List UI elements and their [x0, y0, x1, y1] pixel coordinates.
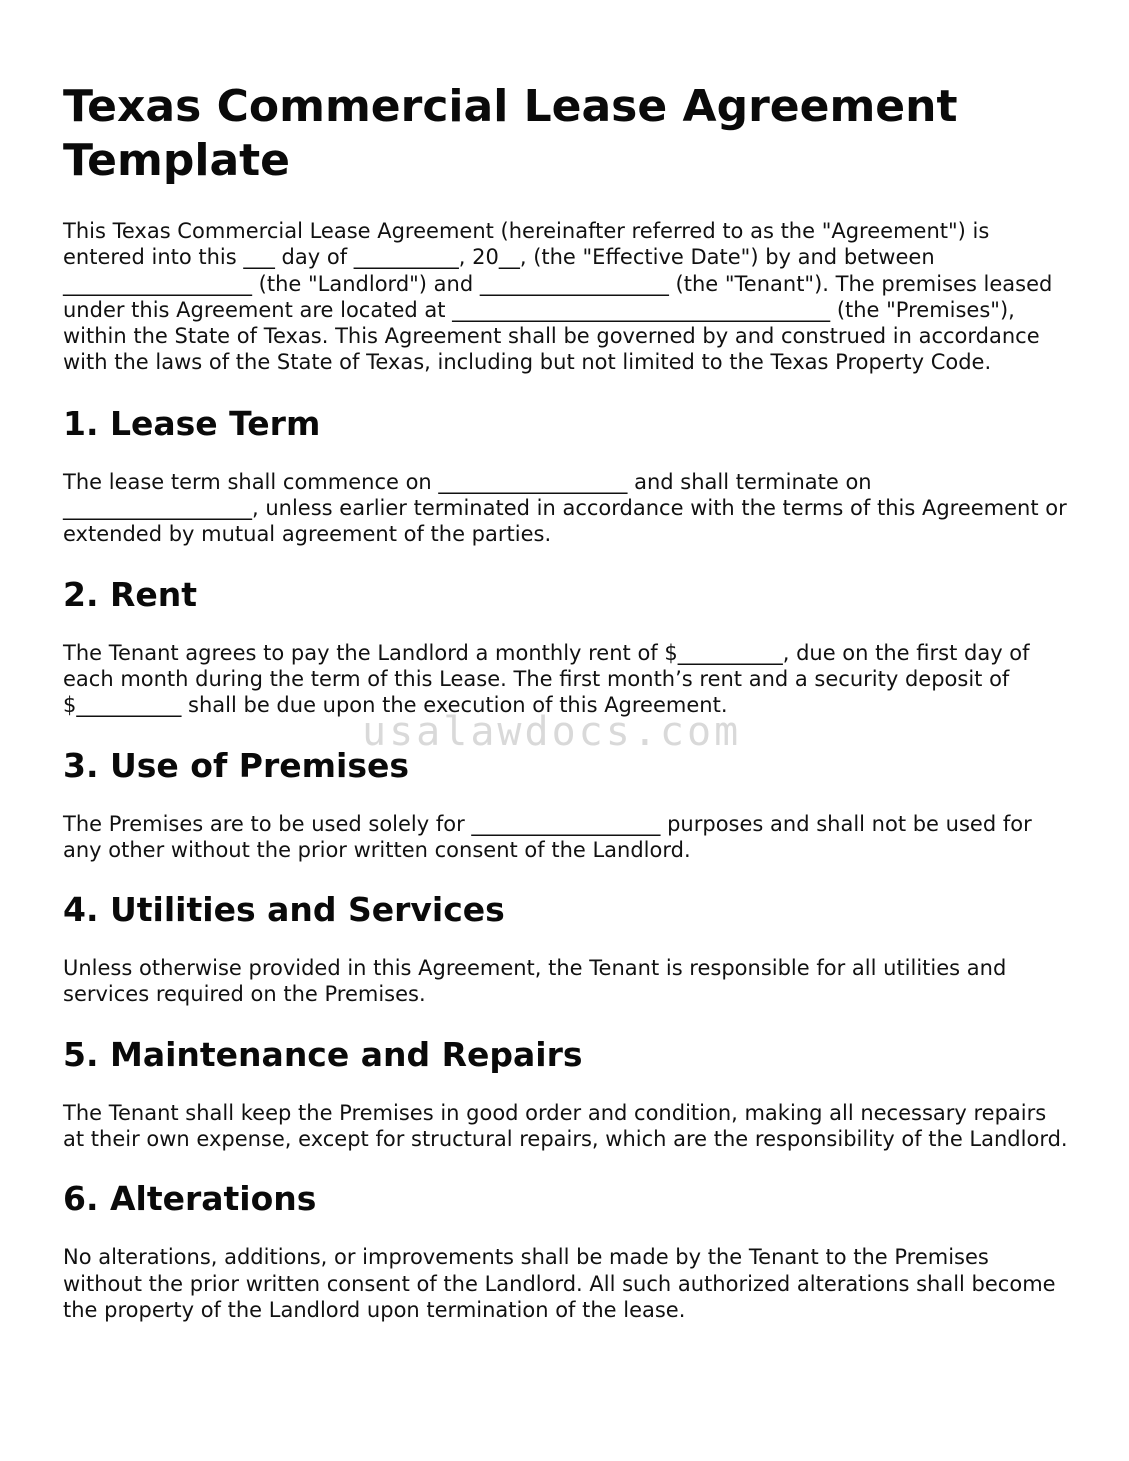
- watermark: usalawdocs.com: [362, 709, 742, 755]
- section-heading-utilities: 4. Utilities and Services: [63, 890, 505, 930]
- section-body-use-of-premises: The Premises are to be used solely for __________________ purposes and shall not be used for any other without the prior written consent of the Landlord.: [63, 811, 1032, 862]
- section-heading-alterations: 6. Alterations: [63, 1179, 317, 1219]
- section-body-lease-term: The lease term shall commence on __________________ and shall terminate on __________________, unless earlier terminated in accordance with the terms of this Agreement or extended by mutual agreement of the parties.: [63, 469, 1067, 547]
- document-page: [63, 80, 1073, 1350]
- document-title: Texas Commercial Lease Agreement Template: [63, 81, 958, 186]
- section-body-maintenance: The Tenant shall keep the Premises in good order and condition, making all necessary repairs at their own expense, except for structural repairs, which are the responsibility of the Landlord.: [63, 1100, 1068, 1152]
- section-heading-lease-term: 1. Lease Term: [63, 403, 321, 443]
- section-heading-maintenance: 5. Maintenance and Repairs: [63, 1034, 583, 1074]
- section-body-alterations: No alterations, additions, or improvements shall be made by the Tenant to the Premises without the prior written consent of the Landlord. All such authorized alterations shall become the property of the Landlord upon termination of the lease.: [63, 1245, 1056, 1322]
- section-body-rent: The Tenant agrees to pay the Landlord a monthly rent of $__________, due on the first day of each month during the term of this Lease. The first month’s rent and a security deposit of $__________ shall be due upon the execution of this Agreement.: [63, 640, 1030, 718]
- section-body-utilities: Unless otherwise provided in this Agreement, the Tenant is responsible for all utilities and services required on the Premises.: [63, 956, 1007, 1007]
- intro-paragraph: This Texas Commercial Lease Agreement (hereinafter referred to as the "Agreement") is entered into this ___ day of __________, 20__, (the "Effective Date") by and between __________________ (the "Landlord") and __________________ (the "Tenant"). The premises leased under this Agreement are located at ____________________________________ (the "Premises"), within the State of Texas. This Agreement shall be governed by and construed in accordance with the laws of the State of Texas, including but not limited to the Texas Property Code.: [63, 219, 1053, 375]
- section-heading-use-of-premises: 3. Use of Premises: [63, 745, 410, 785]
- section-heading-rent: 2. Rent: [63, 574, 198, 614]
